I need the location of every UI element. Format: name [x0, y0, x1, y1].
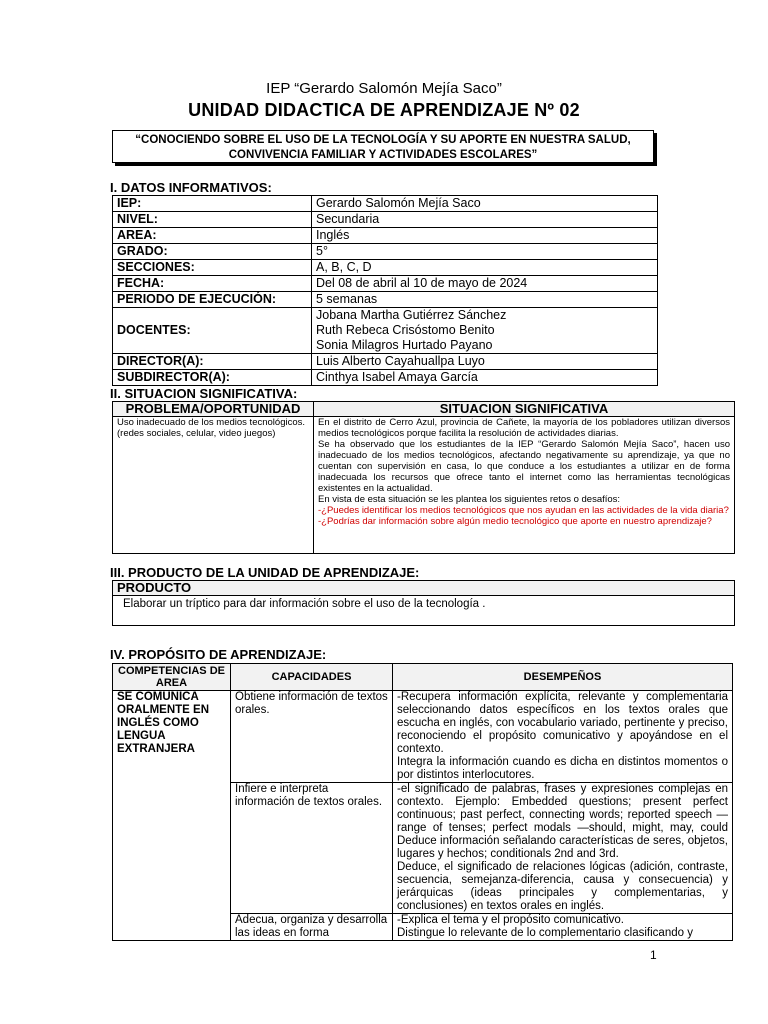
info-value: Secundaria [312, 212, 658, 228]
challenge-question-1: -¿Puedes identificar los medios tecnológicos que nos ayudan en las actividades de la vida diaria? [318, 505, 729, 516]
docente-2: Ruth Rebeca Crisóstomo Benito [316, 323, 495, 337]
capacidad-cell: Obtiene información de textos orales. [231, 691, 393, 783]
desempeno-text: Integra la información cuando es dicha en distintos momentos o por distintos interlocutores. [397, 756, 728, 781]
info-key: IEP: [113, 196, 312, 212]
info-key: DOCENTES: [113, 308, 312, 354]
info-value: Cinthya Isabel Amaya García [312, 370, 658, 386]
school-name: IEP “Gerardo Salomón Mejía Saco” [266, 80, 502, 97]
docente-1: Jobana Martha Gutiérrez Sánchez [316, 308, 507, 322]
info-value: 5° [312, 244, 658, 260]
desempeno-text: -el significado de palabras, frases y expresiones complejas en contexto. Ejemplo: Embedded questions; present perfect continuous; past perfect, connecting words; reported speech —range of tenses; perfect modals —should, might, may, could Deduce información señalando características de seres, objetos, lugares y hechos; conditionals 2nd and 3rd. [397, 783, 728, 860]
info-value: Inglés [312, 228, 658, 244]
info-row-iep [113, 196, 658, 212]
header-desempenos: DESEMPEÑOS [393, 664, 733, 691]
desempeno-text: -Explica el tema y el propósito comunicativo. [397, 914, 624, 926]
info-key: SUBDIRECTOR(A): [113, 370, 312, 386]
producto-row [113, 596, 735, 626]
info-value: 5 semanas [312, 292, 658, 308]
desempeno-text: Distingue lo relevante de lo complementario clasificando y [397, 927, 693, 939]
info-row-periodo [113, 292, 658, 308]
capacidad-cell: Infiere e interpreta información de textos orales. [231, 783, 393, 914]
desempeno-text: -Recupera información explícita, relevante y complementaria seleccionando datos específicos en los textos orales que escucha en inglés, con vocabulario variado, pertinente y preciso, reconociendo el propósito comunicativo y apoyándose en el contexto. [397, 691, 728, 755]
unit-theme-line-1: “CONOCIENDO SOBRE EL USO DE LA TECNOLOGÍA Y SU APORTE EN NUESTRA SALUD, [135, 134, 631, 146]
page-number: 1 [650, 948, 657, 962]
info-value-docentes [312, 308, 658, 354]
situacion-cell [314, 417, 735, 554]
producto-text: Elaborar un tríptico para dar información sobre el uso de la tecnología . [113, 596, 735, 626]
situacion-row [113, 417, 735, 554]
desempeno-cell [393, 914, 733, 941]
header-capacidades: CAPACIDADES [231, 664, 393, 691]
situacion-paragraph-3: En vista de esta situación se les plantea los siguientes retos o desafíos: [318, 494, 621, 505]
capacidad-cell: Adecua, organiza y desarrolla las ideas en forma [231, 914, 393, 941]
info-table [112, 195, 658, 386]
problema-cell [113, 417, 314, 554]
info-key: SECCIONES: [113, 260, 312, 276]
info-value: A, B, C, D [312, 260, 658, 276]
info-row-docentes [113, 308, 658, 354]
info-value: Luis Alberto Cayahuallpa Luyo [312, 354, 658, 370]
proposito-header-row [113, 664, 733, 691]
competencia-cell: SE COMUNICA ORALMENTE EN INGLÉS COMO LENGUA EXTRANJERA [113, 691, 231, 941]
info-value: Gerardo Salomón Mejía Saco [312, 196, 658, 212]
section-datos-informativos: I. DATOS INFORMATIVOS: [110, 180, 272, 195]
producto-table [112, 580, 735, 626]
info-key: GRADO: [113, 244, 312, 260]
header-situacion: SITUACION SIGNIFICATIVA [314, 402, 735, 417]
problema-line-1: Uso inadecuado de los medios tecnológicos. [117, 417, 306, 428]
problema-line-2: (redes sociales, celular, video juegos) [117, 428, 276, 439]
producto-header-row [113, 581, 735, 596]
info-row-fecha [113, 276, 658, 292]
situacion-paragraph-2: Se ha observado que los estudiantes de la IEP “Gerardo Salomón Mejía Saco”, hacen uso inadecuado de los medios tecnológicos, afectando negativamente su aprendizaje, ya que no cuentan con supervisión en casa, lo que conduce a los estudiantes a utilizar en de forma inadecuada los recursos que ofrece tanto el internet como las herramientas tecnológicas existentes en la actualidad. [318, 439, 730, 494]
info-row-subdirector [113, 370, 658, 386]
document-title: UNIDAD DIDACTICA DE APRENDIZAJE Nº 02 [188, 100, 580, 120]
header-problema: PROBLEMA/OPORTUNIDAD [113, 402, 314, 417]
situacion-table [112, 401, 735, 554]
info-row-director [113, 354, 658, 370]
challenge-question-2: -¿Podrías dar información sobre algún medio tecnológico que aporte en nuestro aprendizaje? [318, 516, 712, 527]
header-competencias: COMPETENCIAS DE AREA [113, 664, 231, 691]
header-producto: PRODUCTO [113, 581, 735, 596]
proposito-row-1 [113, 691, 733, 783]
section-producto: III. PRODUCTO DE LA UNIDAD DE APRENDIZAJE: [110, 565, 420, 580]
info-row-nivel [113, 212, 658, 228]
info-value: Del 08 de abril al 10 de mayo de 2024 [312, 276, 658, 292]
info-key: DIRECTOR(A): [113, 354, 312, 370]
desempeno-cell [393, 783, 733, 914]
section-proposito: IV. PROPÓSITO DE APRENDIZAJE: [110, 647, 327, 662]
proposito-table [112, 663, 733, 941]
situacion-header-row [113, 402, 735, 417]
info-key: AREA: [113, 228, 312, 244]
unit-theme-box [112, 130, 654, 163]
situacion-paragraph-1: En el distrito de Cerro Azul, provincia de Cañete, la mayoría de los pobladores utilizan diversos medios tecnológicos porque facilita la resolución de actividades diarias. [318, 417, 730, 439]
unit-theme-line-2: CONVIVENCIA FAMILIAR Y ACTIVIDADES ESCOLARES” [228, 149, 538, 161]
docente-3: Sonia Milagros Hurtado Payano [316, 338, 493, 352]
info-row-grado [113, 244, 658, 260]
info-row-area [113, 228, 658, 244]
desempeno-text: Deduce, el significado de relaciones lógicas (adición, contraste, secuencia, semejanza-diferencia, causa y consecuencia) y jerárquicas (ideas principales y complementarias, y conclusiones) en textos orales en inglés. [397, 861, 728, 912]
info-key: FECHA: [113, 276, 312, 292]
info-key: PERIODO DE EJECUCIÓN: [113, 292, 312, 308]
info-row-secciones [113, 260, 658, 276]
section-situacion-significativa: II. SITUACION SIGNIFICATIVA: [110, 386, 298, 401]
info-key: NIVEL: [113, 212, 312, 228]
desempeno-cell [393, 691, 733, 783]
